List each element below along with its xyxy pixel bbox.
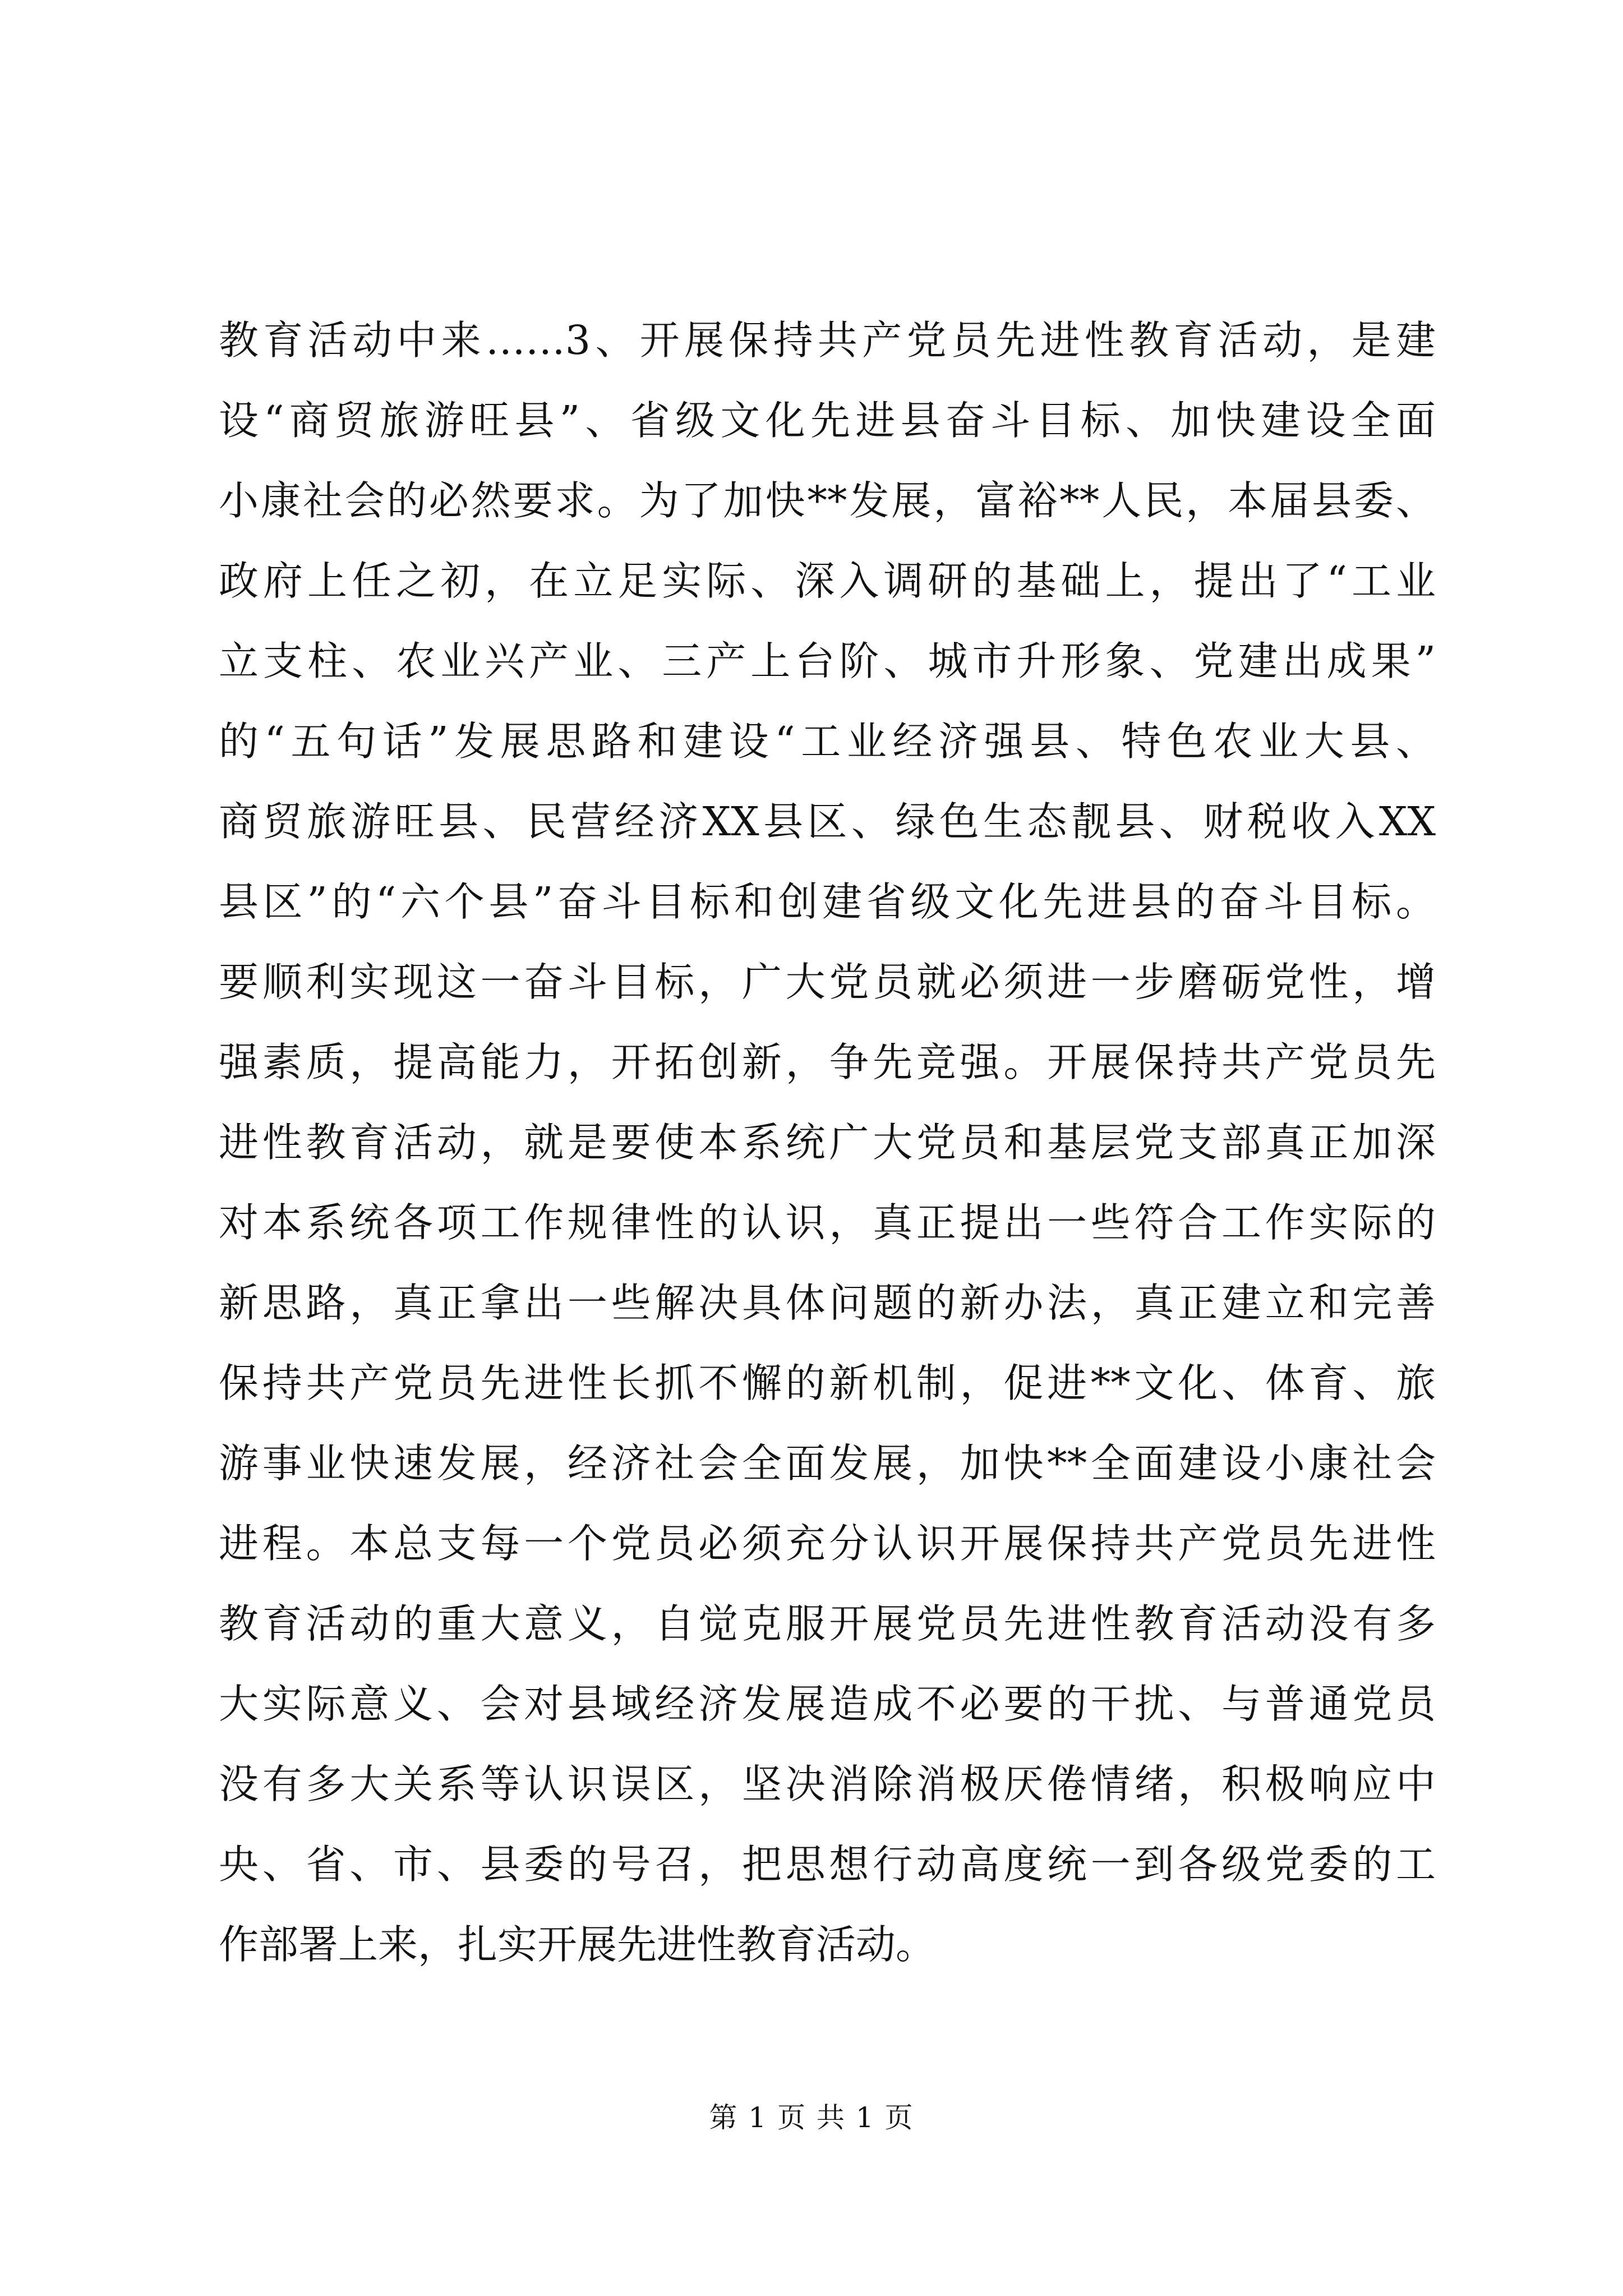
text-line: 对本系统各项工作规律性的认识，真正提出一些符合工作实际的: [219, 1199, 1436, 1246]
text-line: 的“五句话”发展思路和建设“工业经济强县、特色农业大县、: [219, 718, 1436, 765]
text-line: 政府上任之初，在立足实际、深入调研的基础上，提出了“工业: [219, 558, 1436, 604]
text-line: 立支柱、农业兴产业、三产上台阶、城市升形象、党建出成果”: [219, 638, 1436, 684]
text-line: 保持共产党员先进性长抓不懈的新机制，促进**文化、体育、旅: [219, 1360, 1436, 1406]
text-line: 作部署上来，扎实开展先进性教育活动。: [219, 1921, 936, 1968]
text-line: 要顺利实现这一奋斗目标，广大党员就必须进一步磨砺党性，增: [219, 959, 1436, 1005]
text-line: 新思路，真正拿出一些解决具体问题的新办法，真正建立和完善: [219, 1280, 1436, 1326]
text-line: 县区”的“六个县”奋斗目标和创建省级文化先进县的奋斗目标。: [219, 878, 1436, 925]
text-line: 没有多大关系等认识误区，坚决消除消极厌倦情绪，积极响应中: [219, 1761, 1436, 1807]
body-paragraph: [219, 300, 1436, 1985]
text-line: 进程。本总支每一个党员必须充分认识开展保持共产党员先进性: [219, 1520, 1436, 1567]
text-line: 大实际意义、会对县域经济发展造成不必要的干扰、与普通党员: [219, 1681, 1436, 1727]
page-number-footer: 第 1 页 共 1 页: [709, 2101, 914, 2134]
text-line: 商贸旅游旺县、民营经济XX县区、绿色生态靓县、财税收入XX: [219, 798, 1436, 845]
text-line: 设“商贸旅游旺县”、省级文化先进县奋斗目标、加快建设全面: [219, 397, 1436, 444]
text-line: 小康社会的必然要求。为了加快**发展，富裕**人民，本届县委、: [219, 477, 1436, 524]
text-line: 进性教育活动，就是要使本系统广大党员和基层党支部真正加深: [219, 1119, 1436, 1166]
text-line: 游事业快速发展，经济社会全面发展，加快**全面建设小康社会: [219, 1440, 1436, 1487]
text-line: 央、省、市、县委的号召，把思想行动高度统一到各级党委的工: [219, 1841, 1436, 1888]
text-line: 教育活动的重大意义，自觉克服开展党员先进性教育活动没有多: [219, 1600, 1436, 1647]
text-line: 教育活动中来……3、开展保持共产党员先进性教育活动，是建: [219, 317, 1436, 364]
text-line: 强素质，提高能力，开拓创新，争先竞强。开展保持共产党员先: [219, 1039, 1436, 1085]
